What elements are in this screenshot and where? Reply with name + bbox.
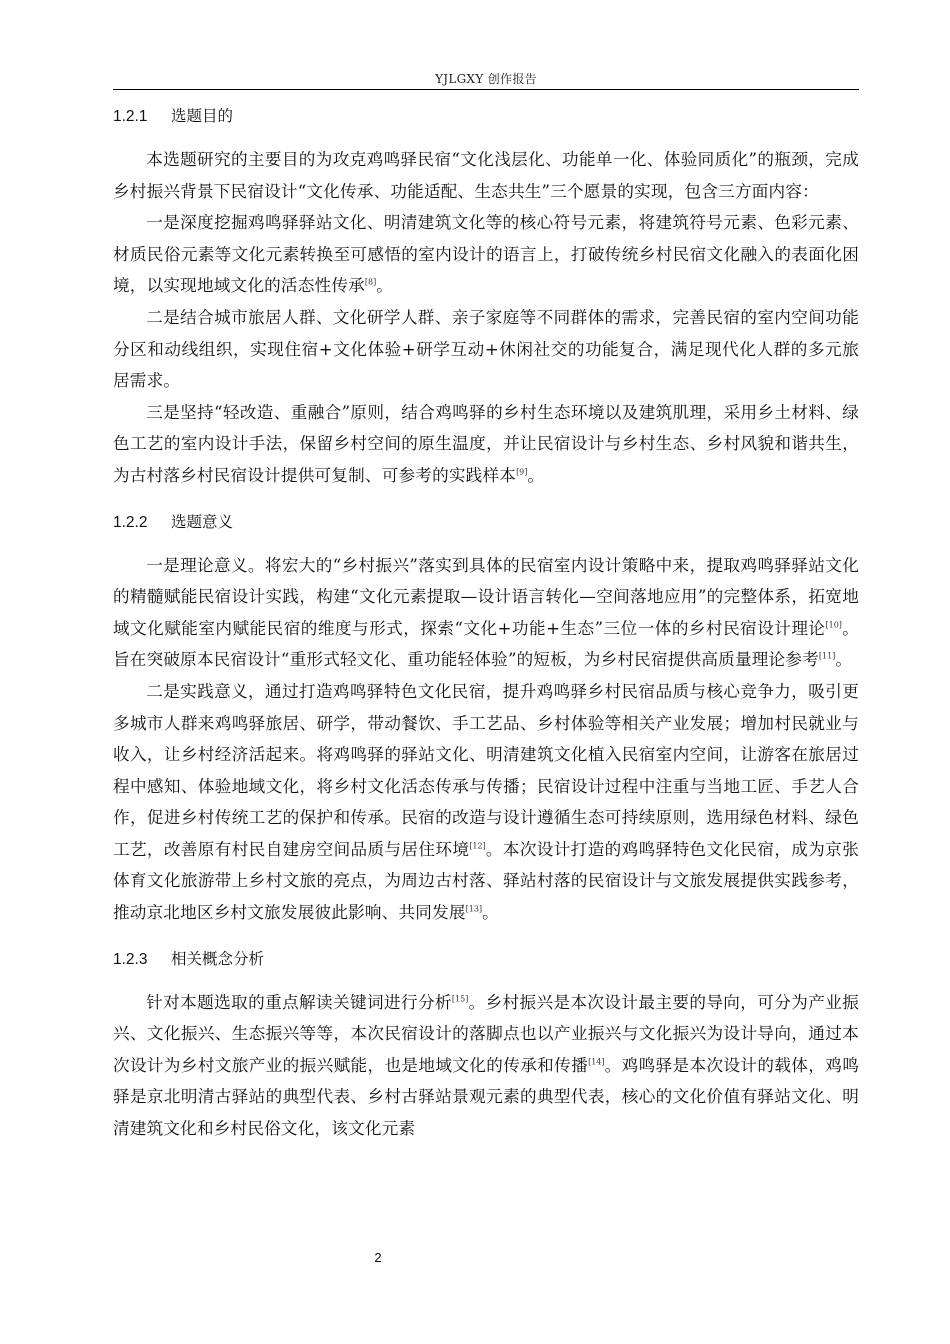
section-number: 1.2.3	[113, 950, 148, 968]
paragraph: 三是坚持“轻改造、重融合”原则，结合鸡鸣驿的乡村生态环境以及建筑肌理，采用乡土材料、绿色工艺的室内设计手法，保留乡村空间的原生温度，并让民宿设计与乡村生态、乡村风貌和谐共生，为古村落乡村民宿设计提供可复制、可参考的实践样本[9]。	[113, 402, 859, 485]
page-number: 2	[374, 1250, 382, 1265]
citation: [12]	[469, 841, 486, 851]
document-body	[113, 100, 859, 1145]
citation: [9]	[516, 467, 528, 477]
section-number: 1.2.2	[113, 513, 148, 531]
citation: [14]	[588, 1057, 605, 1067]
section-title: 选题目的	[171, 107, 234, 125]
section-heading-1-2-3	[113, 945, 859, 973]
running-header: YJLGXY 创作报告	[435, 72, 537, 86]
citation: [15]	[451, 994, 469, 1004]
section-title: 选题意义	[171, 512, 234, 531]
citation: [8]	[364, 277, 377, 287]
paragraph: 一是理论意义。将宏大的“乡村振兴”落实到具体的民宿室内设计策略中来，提取鸡鸣驿驿站文化的精髓赋能民宿设计实践，构建“文化元素提取—设计语言转化—空间落地应用”的完整体系，拓宽地域文化赋能室内赋能民宿的维度与形式，探索“文化+功能+生态”三位一体的乡村民宿设计理论[10]。旨在突破原本民宿设计“重形式轻文化、重功能轻体验”的短板，为乡村民宿提供高质量理论参考[11]。	[113, 555, 859, 670]
section-title: 相关概念分析	[171, 949, 265, 968]
paragraph: 本选题研究的主要目的为攻克鸡鸣驿民宿“文化浅层化、功能单一化、体验同质化”的瓶颈，完成乡村振兴背景下民宿设计“文化传承、功能适配、生态共生”三个愿景的实现，包含三方面内容：	[113, 150, 859, 201]
citation: [10]	[825, 620, 842, 630]
section-heading-1-2-2	[113, 508, 859, 536]
citation: [13]	[465, 904, 483, 914]
paragraph: 二是实践意义，通过打造鸡鸣驿特色文化民宿，提升鸡鸣驿乡村民宿品质与核心竞争力，吸引更多城市人群来鸡鸣驿旅居、研学，带动餐饮、手工艺品、乡村体验等相关产业发展；增加村民就业与收入，让乡村经济活起来。将鸡鸣驿的驿站文化、明清建筑文化植入民宿室内空间，让游客在旅居过程中感知、体验地域文化，将乡村文化活态传承与传播；民宿设计过程中注重与当地工匠、手艺人合作，促进乡村传统工艺的保护和传承。民宿的改造与设计遵循生态可持续原则，选用绿色材料、绿色工艺，改善原有村民自建房空间品质与居住环境[12]。本次设计打造的鸡鸣驿特色文化民宿，成为京张体育文化旅游带上乡村文旅的亮点，为周边古村落、驿站村落的民宿设计与文旅发展提供实践参考，推动京北地区乡村文旅发展彼此影响、共同发展[13]。	[113, 681, 860, 923]
paragraph: 针对本题选取的重点解读关键词进行分析[15]。乡村振兴是本次设计最主要的导向，可分为产业振兴、文化振兴、生态振兴等等，本次民宿设计的落脚点也以产业振兴与文化振兴为设计导向，通过本次设计为乡村文旅产业的振兴赋能，也是地域文化的传承和传播[14]。鸡鸣驿是本次设计的载体，鸡鸣驿是京北明清古驿站的典型代表、乡村古驿站景观元素的典型代表，核心的文化价值有驿站文化、明清建筑文化和乡村民俗文化，该文化元素	[113, 992, 859, 1139]
header-rule	[113, 89, 859, 90]
paragraph: 二是结合城市旅居人群、文化研学人群、亲子家庭等不同群体的需求，完善民宿的室内空间功能分区和动线组织，实现住宿+文化体验+研学互动+休闲社交的功能复合，满足现代化人群的多元旅居需求。	[113, 307, 859, 391]
citation: [11]	[818, 651, 836, 661]
section-number: 1.2.1	[113, 108, 148, 125]
paragraph: 一是深度挖掘鸡鸣驿驿站文化、明清建筑文化等的核心符号元素，将建筑符号元素、色彩元素、材质民俗元素等文化元素转换至可感悟的室内设计的语言上，打破传统乡村民宿文化融入的表面化困境，以实现地域文化的活态性传承[8]。	[113, 213, 859, 296]
section-heading-1-2-1	[113, 102, 859, 130]
